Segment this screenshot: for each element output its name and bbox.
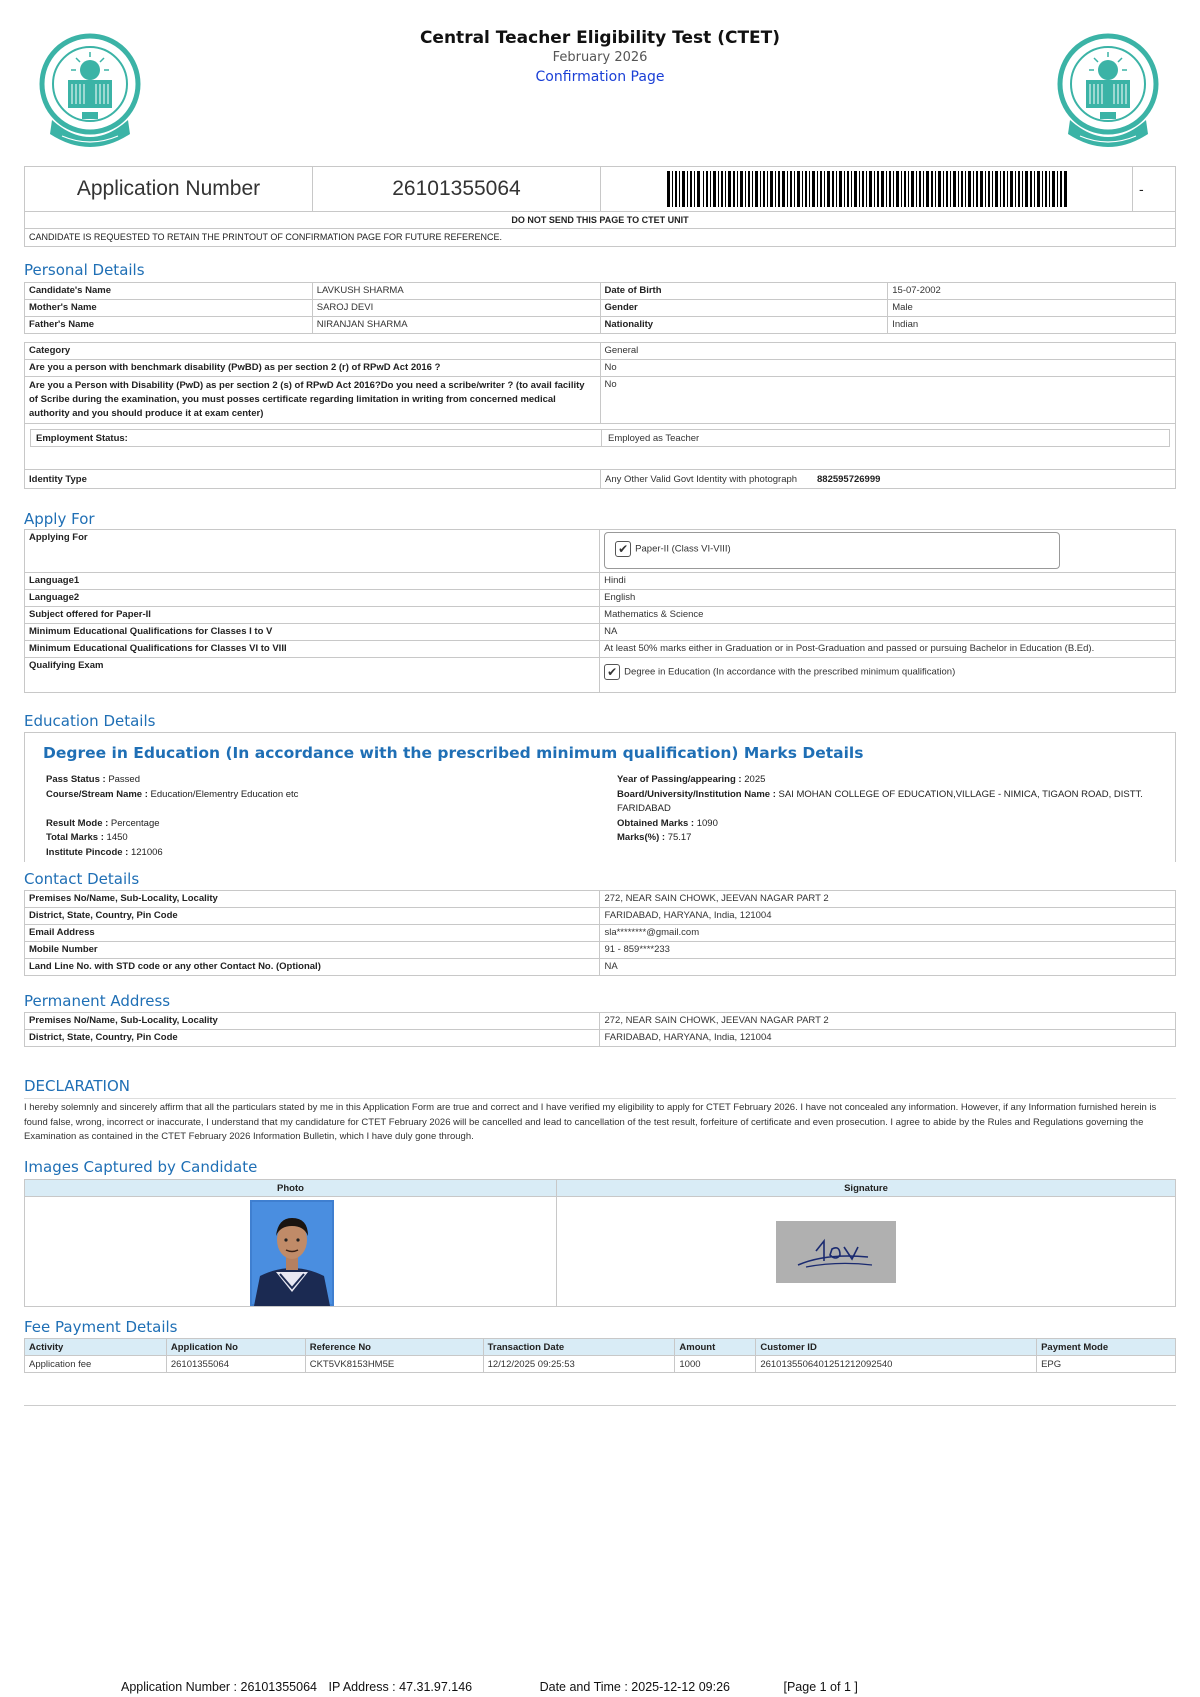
email-value: sla********@gmail.com	[600, 925, 1176, 942]
personal-details-table	[24, 282, 1176, 334]
fee-application-no: 26101355064	[166, 1356, 305, 1373]
divider	[601, 430, 602, 446]
father-name-label: Father's Name	[25, 317, 313, 334]
header-text	[324, 28, 876, 85]
marks-percent	[617, 831, 1157, 846]
perm-premises-label: Premises No/Name, Sub-Locality, Locality	[25, 1013, 600, 1030]
divider	[556, 1180, 557, 1306]
identity-type-label: Identity Type	[29, 474, 87, 485]
landline-value: NA	[600, 959, 1176, 976]
page-header	[24, 0, 1176, 160]
result-mode-label: Result Mode :	[46, 817, 109, 829]
board-name-value: SAI MOHAN COLLEGE OF EDUCATION,VILLAGE - NIMICA, TIGAON ROAD, DISTT. FARIDABAD	[617, 788, 1143, 814]
cbse-emblem-right	[1056, 32, 1160, 152]
perm-district-value: FARIDABAD, HARYANA, India, 121004	[600, 1030, 1176, 1047]
candidate-photo	[250, 1200, 334, 1306]
contact-details-table	[24, 890, 1176, 976]
min-qual-1-5-value: NA	[600, 624, 1176, 641]
father-name-value: NIRANJAN SHARMA	[312, 317, 600, 334]
table-row	[25, 925, 1176, 942]
col-application-no: Application No	[166, 1339, 305, 1356]
table-row	[25, 283, 1176, 300]
obtained-marks-value: 1090	[696, 817, 718, 829]
table-row	[25, 590, 1176, 607]
section-heading-permanent: Permanent Address	[24, 992, 171, 1010]
language2-value: English	[600, 590, 1176, 607]
applying-for-label: Applying For	[25, 530, 600, 573]
obtained-marks-label: Obtained Marks :	[617, 817, 695, 829]
dob-value: 15-07-2002	[888, 283, 1176, 300]
institute-pincode-label: Institute Pincode :	[46, 846, 129, 858]
pwd-scribe-value: No	[600, 377, 1176, 424]
fee-activity: Application fee	[25, 1356, 167, 1373]
qualifying-exam-label: Qualifying Exam	[25, 658, 600, 693]
section-heading-personal: Personal Details	[24, 261, 145, 279]
fee-transaction-date: 12/12/2025 09:25:53	[483, 1356, 675, 1373]
application-number-label: Application Number	[25, 167, 313, 211]
table-row	[25, 908, 1176, 925]
permanent-address-table	[24, 1012, 1176, 1047]
perm-premises-value: 272, NEAR SAIN CHOWK, JEEVAN NAGAR PART 2	[600, 1013, 1176, 1030]
course-name-value: Education/Elementry Education etc	[150, 788, 299, 800]
gender-label: Gender	[600, 300, 888, 317]
nationality-value: Indian	[888, 317, 1176, 334]
mother-name-value: SAROJ DEVI	[312, 300, 600, 317]
application-number-value: 26101355064	[313, 167, 601, 211]
min-qual-6-8-value: At least 50% marks either in Graduation or in Post-Graduation and passed or pursuing Bachelor in Education (B.Ed).	[600, 641, 1176, 658]
fee-customer-id: 2610135506401251212092540	[756, 1356, 1037, 1373]
obtained-marks	[617, 817, 1157, 832]
section-heading-declaration: DECLARATION	[24, 1077, 130, 1095]
mobile-value: 91 - 859****233	[600, 942, 1176, 959]
year-of-passing-value: 2025	[744, 774, 766, 785]
paper-selected-value: Paper-II (Class VI-VIII)	[635, 543, 731, 555]
section-heading-contact: Contact Details	[24, 870, 140, 888]
mobile-label: Mobile Number	[25, 942, 600, 959]
footer-ip-address: IP Address : 47.31.97.146	[328, 1680, 473, 1694]
table-row	[25, 1030, 1176, 1047]
dob-label: Date of Birth	[600, 283, 888, 300]
table-row	[25, 607, 1176, 624]
pass-status-value: Passed	[108, 774, 140, 785]
apply-for-table	[24, 529, 1176, 693]
captured-images-table	[24, 1179, 1176, 1307]
education-left-column	[46, 773, 546, 860]
marks-percent-value: 75.17	[667, 832, 692, 843]
pwd-scribe-label: Are you a Person with Disability (PwD) as per section 2 (s) of RPwD Act 2016?Do you need a scribe/writer ? (to avail facility of Scribe during the examination, you must posses certificate regarding limitation in writing from concerned medical authority and you should produce it at exam center)	[25, 377, 601, 424]
pass-status	[46, 773, 546, 788]
pwbd-value: No	[600, 360, 1176, 377]
table-row	[25, 343, 1176, 360]
result-mode	[46, 817, 546, 832]
education-details-box	[24, 732, 1176, 862]
identity-type-value: Any Other Valid Govt Identity with photograph	[605, 474, 798, 485]
board-name	[617, 788, 1157, 817]
table-row	[25, 1013, 1176, 1030]
identity-number: 882595726999	[817, 474, 881, 485]
candidate-signature	[776, 1221, 896, 1283]
barcode	[601, 167, 1133, 211]
landline-label: Land Line No. with STD code or any other Contact No. (Optional)	[25, 959, 600, 976]
premises-label: Premises No/Name, Sub-Locality, Locality	[25, 891, 600, 908]
premises-value: 272, NEAR SAIN CHOWK, JEEVAN NAGAR PART 2	[600, 891, 1176, 908]
total-marks-value: 1450	[106, 832, 128, 843]
footer-application-number: Application Number : 26101355064	[121, 1680, 317, 1694]
employment-row	[30, 429, 1170, 447]
retain-printout-note: CANDIDATE IS REQUESTED TO RETAIN THE PRINTOUT OF CONFIRMATION PAGE FOR FUTURE REFERENCE.	[24, 229, 1176, 247]
min-qual-1-5-label: Minimum Educational Qualifications for Classes I to V	[25, 624, 600, 641]
language1-value: Hindi	[600, 573, 1176, 590]
section-heading-education: Education Details	[24, 712, 156, 730]
gender-value: Male	[888, 300, 1176, 317]
table-row	[25, 530, 1176, 573]
table-row	[25, 658, 1176, 693]
fee-payment-table	[24, 1338, 1176, 1373]
col-customer-id: Customer ID	[756, 1339, 1037, 1356]
photo-column-header: Photo	[25, 1180, 556, 1197]
perm-district-label: District, State, Country, Pin Code	[25, 1030, 600, 1047]
divider	[600, 469, 601, 489]
min-qual-6-8-label: Minimum Educational Qualifications for Classes VI to VIII	[25, 641, 600, 658]
employment-value: Employed as Teacher	[608, 433, 700, 444]
table-row	[25, 1356, 1176, 1373]
district-label: District, State, Country, Pin Code	[25, 908, 600, 925]
total-marks	[46, 831, 546, 846]
divider	[24, 1405, 1176, 1406]
table-row	[25, 360, 1176, 377]
course-name-label: Course/Stream Name :	[46, 788, 148, 800]
table-row	[25, 624, 1176, 641]
category-value: General	[600, 343, 1176, 360]
fee-payment-mode: EPG	[1037, 1356, 1176, 1373]
page-title: Central Teacher Eligibility Test (CTET)	[419, 28, 781, 48]
table-row	[25, 891, 1176, 908]
col-payment-mode: Payment Mode	[1037, 1339, 1176, 1356]
marks-percent-label: Marks(%) :	[617, 832, 666, 843]
signature-column-header: Signature	[557, 1180, 1175, 1197]
page-subtitle: Confirmation Page	[535, 69, 665, 85]
category-label: Category	[25, 343, 601, 360]
email-label: Email Address	[25, 925, 600, 942]
table-row	[25, 641, 1176, 658]
language2-label: Language2	[25, 590, 600, 607]
col-amount: Amount	[675, 1339, 756, 1356]
paper-selection-box	[604, 532, 1060, 569]
application-number-block	[24, 166, 1176, 212]
declaration-text: I hereby solemnly and sincerely affirm that all the particulars stated by me in this Application Form are true and correct and I have verified my eligibility to apply for CTET February 2026. I have not concealed any information. However, if any Information furnished herein is found false, wrong, incorrect or inaccurate, I understand that my candidature for CTET February 2026 will be cancelled and lead to cancellation of the test result, forfeiture of certificate and even prosecution. I agree to abide by the Rules and Regulations governing the Examination as contained in the CTET February 2026 Information Bulletin, which I have duly gone through.	[24, 1098, 1176, 1145]
checkbox-checked-icon: ✔	[615, 541, 631, 557]
candidate-name-value: LAVKUSH SHARMA	[312, 283, 600, 300]
barcode-icon	[667, 171, 1067, 207]
education-right-column	[617, 773, 1157, 846]
applying-for-cell	[600, 530, 1176, 573]
year-of-passing	[617, 773, 1157, 788]
col-reference-no: Reference No	[305, 1339, 483, 1356]
table-header-row	[25, 1339, 1176, 1356]
institute-pincode-value: 121006	[130, 846, 163, 858]
employment-label: Employment Status:	[36, 433, 128, 444]
fee-amount: 1000	[675, 1356, 756, 1373]
candidate-name-label: Candidate's Name	[25, 283, 313, 300]
subject-value: Mathematics & Science	[600, 607, 1176, 624]
section-heading-images: Images Captured by Candidate	[24, 1158, 258, 1176]
institute-pincode	[46, 846, 546, 861]
qualifying-exam-value: Degree in Education (In accordance with the prescribed minimum qualification)	[624, 666, 956, 678]
col-transaction-date: Transaction Date	[483, 1339, 675, 1356]
section-heading-fee: Fee Payment Details	[24, 1318, 178, 1336]
total-marks-label: Total Marks :	[46, 832, 104, 843]
year-of-passing-label: Year of Passing/appearing :	[617, 774, 742, 785]
footer-page-number: [Page 1 of 1 ]	[783, 1680, 858, 1694]
table-row	[25, 573, 1176, 590]
language1-label: Language1	[25, 573, 600, 590]
do-not-send-notice: DO NOT SEND THIS PAGE TO CTET UNIT	[24, 212, 1176, 229]
district-value: FARIDABAD, HARYANA, India, 121004	[600, 908, 1176, 925]
pass-status-label: Pass Status :	[46, 774, 106, 785]
checkbox-checked-icon: ✔	[604, 664, 620, 680]
pwbd-label: Are you a person with benchmark disability (PwBD) as per section 2 (r) of RPwD Act 2016 ?	[25, 360, 601, 377]
page-footer	[121, 1680, 866, 1694]
table-row	[25, 300, 1176, 317]
fee-reference-no: CKT5VK8153HM5E	[305, 1356, 483, 1373]
application-number-dash: -	[1139, 181, 1144, 197]
result-mode-value: Percentage	[110, 817, 160, 829]
nationality-label: Nationality	[600, 317, 888, 334]
education-box-title: Degree in Education (In accordance with the prescribed minimum qualification) Marks Details	[43, 744, 864, 762]
table-row	[25, 959, 1176, 976]
board-name-label: Board/University/Institution Name :	[617, 788, 776, 800]
table-row	[25, 377, 1176, 424]
exam-session: February 2026	[552, 50, 648, 65]
qualifying-exam-cell	[600, 658, 1176, 693]
section-heading-apply: Apply For	[24, 510, 95, 528]
category-disability-table	[24, 342, 1176, 424]
table-row	[25, 317, 1176, 334]
mother-name-label: Mother's Name	[25, 300, 313, 317]
subject-label: Subject offered for Paper-II	[25, 607, 600, 624]
employment-identity-block	[24, 423, 1176, 489]
table-row	[25, 942, 1176, 959]
cbse-emblem-left	[38, 32, 142, 152]
spacer	[46, 802, 546, 817]
footer-date-time: Date and Time : 2025-12-12 09:26	[539, 1680, 730, 1694]
col-activity: Activity	[25, 1339, 167, 1356]
course-name	[46, 788, 546, 803]
